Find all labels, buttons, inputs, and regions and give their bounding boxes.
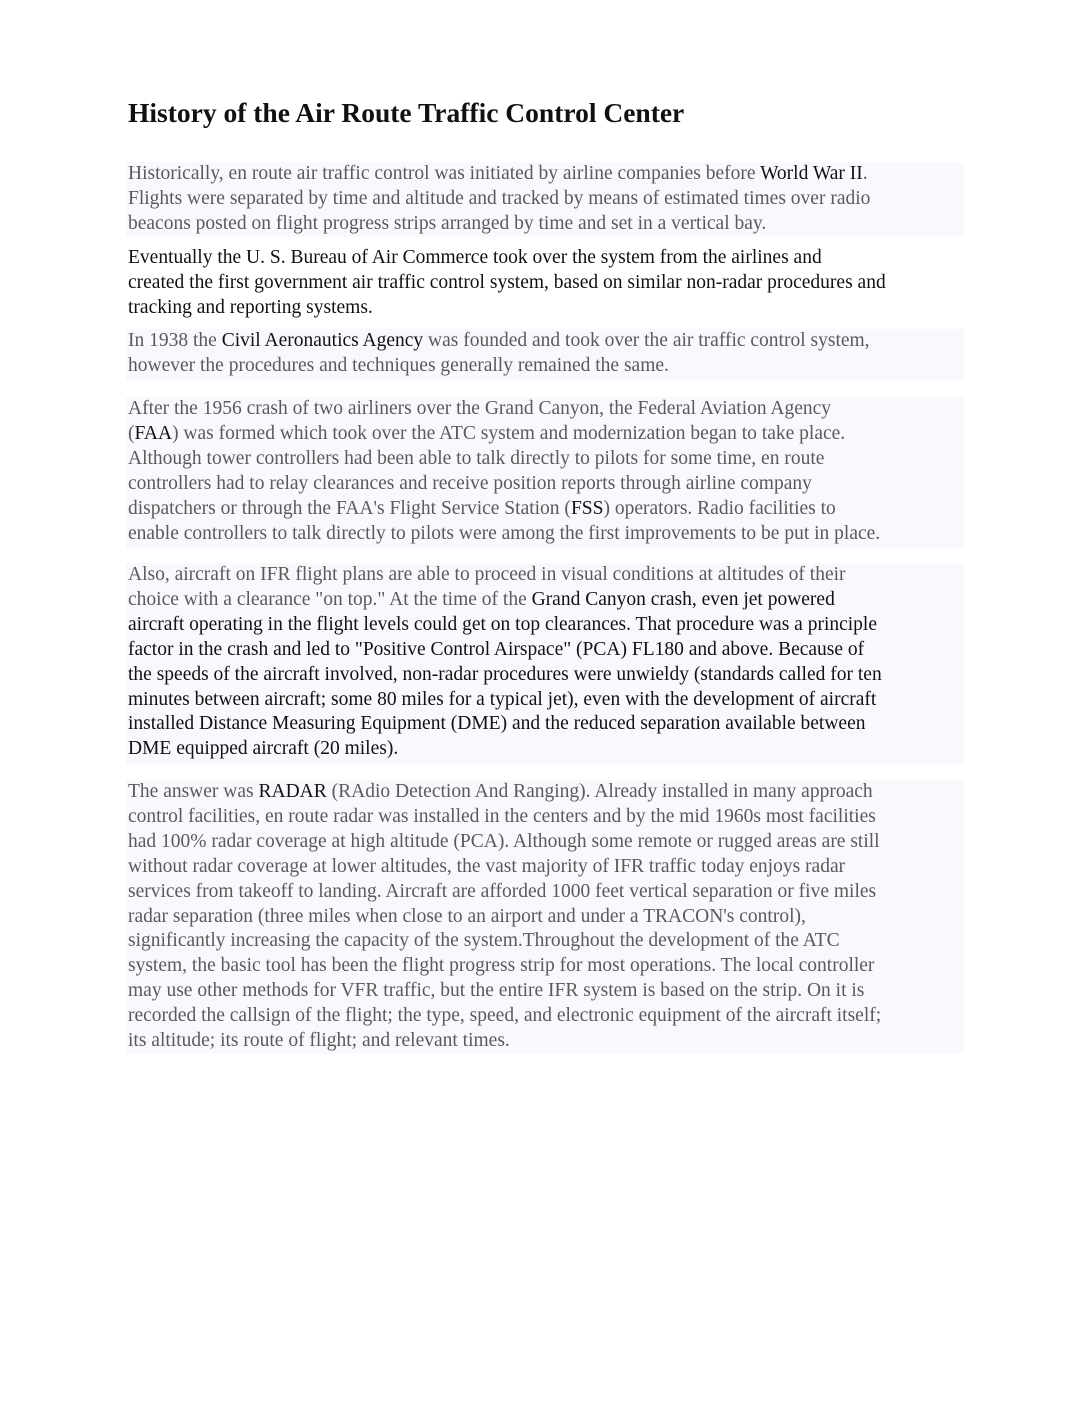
link-faa: FAA xyxy=(134,422,173,444)
text-line: radar separation (three miles when close to an airport and under a TRACON's control), xyxy=(128,905,806,927)
text-line: significantly increasing the capacity of the system.Throughout the development of the ATC xyxy=(128,930,840,952)
text-line: controllers had to relay clearances and receive position reports through airline company xyxy=(128,472,812,494)
text-line: Also, aircraft on IFR flight plans are able to proceed in visual conditions at altitudes of their xyxy=(128,564,846,585)
link-civil-aeronautics-agency: Civil Aeronautics Agency xyxy=(221,330,424,351)
text-line: After the 1956 crash of two airliners over the Grand Canyon, the Federal Aviation Agency xyxy=(128,398,832,419)
link-fss: FSS xyxy=(570,497,604,519)
text-line: control facilities, en route radar was installed in the centers and by the mid 1960s most facilities xyxy=(128,805,876,827)
paragraph-ifr-on-top xyxy=(126,563,964,765)
text-line: system, the basic tool has been the flight progress strip for most operations. The local controller xyxy=(128,955,875,977)
text-line: Flights were separated by time and altitude and tracked by means of estimated times over radio xyxy=(128,187,871,209)
text-line: Historically, en route air traffic control was initiated by airline companies before World War II. xyxy=(128,163,868,184)
text-line: beacons posted on flight progress strips arranged by time and set in a vertical bay. xyxy=(128,212,767,234)
text-line: may use other methods for VFR traffic, but the entire IFR system is based on the strip. On it is xyxy=(128,980,865,1002)
text-line: factor in the crash and led to "Positive Control Airspace" (PCA) FL180 and above. Because of xyxy=(128,638,865,660)
text-line: the speeds of the aircraft involved, non-radar procedures were unwieldy (standards called for ten xyxy=(128,663,882,685)
paragraph-airline-origins xyxy=(126,162,964,237)
text-line: aircraft operating in the flight levels could get on top clearances. That procedure was a principle xyxy=(128,613,878,635)
text-line: however the procedures and techniques generally remained the same. xyxy=(128,354,669,376)
paragraph-faa-formation xyxy=(126,397,964,549)
text-line: Eventually the U. S. Bureau of Air Commerce took over the system from the airlines and xyxy=(128,247,822,268)
page-title: History of the Air Route Traffic Control Center xyxy=(128,97,685,128)
text-line: without radar coverage at lower altitudes, the vast majority of IFR traffic today enjoys radar xyxy=(128,855,846,877)
paragraph-radar xyxy=(126,780,964,1054)
text-line: Although tower controllers had been able to talk directly to pilots for some time, en route xyxy=(128,447,825,469)
text-line: had 100% radar coverage at high altitude (PCA). Although some remote or rugged areas are still xyxy=(128,830,880,852)
text-line: tracking and reporting systems. xyxy=(128,296,373,318)
link-grand-canyon-crash: Grand Canyon crash, even jet powered xyxy=(531,588,835,610)
text-line: enable controllers to talk directly to pilots were among the first improvements to be put in place. xyxy=(128,522,881,544)
link-world-war-ii: World War II xyxy=(760,163,863,184)
text-line: minutes between aircraft; some 80 miles for a typical jet), even with the development of aircraft xyxy=(128,688,877,710)
paragraph-civil-aeronautics-agency xyxy=(126,329,964,381)
text-line: recorded the callsign of the flight; the type, speed, and electronic equipment of the aircraft itself; xyxy=(128,1005,882,1027)
text-line: installed Distance Measuring Equipment (DME) and the reduced separation available between xyxy=(128,713,866,735)
text-line: DME equipped aircraft (20 miles). xyxy=(128,738,399,760)
text-line: choice with a clearance "on top." At the time of the Grand Canyon crash, even jet powered xyxy=(128,588,835,610)
text-line: dispatchers or through the FAA's Flight Service Station (FSS) operators. Radio facilities to xyxy=(128,497,836,519)
text-line: (FAA) was formed which took over the ATC system and modernization began to take place. xyxy=(128,422,846,444)
text-line: created the first government air traffic control system, based on similar non-radar procedures and xyxy=(128,271,886,293)
text-line: its altitude; its route of flight; and relevant times. xyxy=(128,1030,510,1052)
link-radar: RADAR xyxy=(258,781,327,802)
text-line: services from takeoff to landing. Aircraft are afforded 1000 feet vertical separation or five miles xyxy=(128,880,877,902)
text-line: The answer was RADAR (RAdio Detection And Ranging). Already installed in many approach xyxy=(128,781,873,802)
paragraph-bureau-of-air-commerce xyxy=(126,246,964,321)
text-line: In 1938 the Civil Aeronautics Agency was founded and took over the air traffic control system, xyxy=(128,330,870,351)
